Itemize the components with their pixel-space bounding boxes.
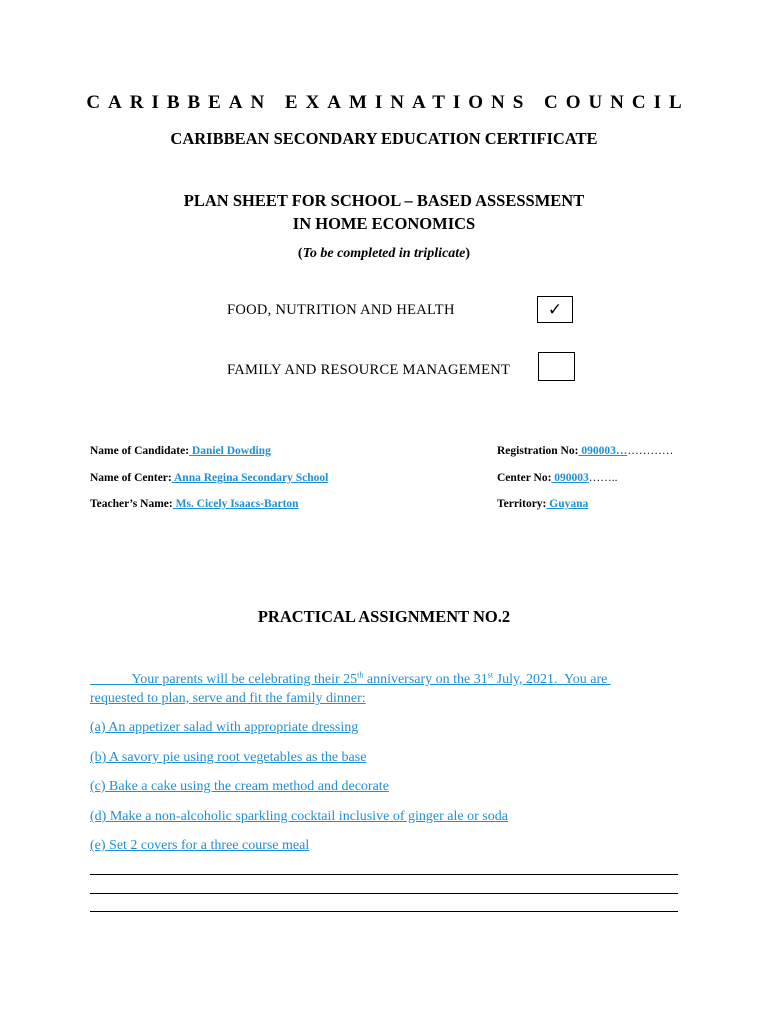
blank-answer-line[interactable] xyxy=(90,874,678,875)
option-food-nutrition-checkbox[interactable] xyxy=(537,296,573,323)
center-no-value[interactable]: 090003 xyxy=(551,472,589,484)
territory-field: Territory: Guyana xyxy=(497,498,589,510)
assignment-item: (c) Bake a cake using the cream method and decorate xyxy=(90,779,389,794)
completion-instruction: (To be completed in triplicate) xyxy=(297,246,471,261)
center-no-field: Center No: 090003…….. xyxy=(497,472,618,484)
assignment-item: (b) A savory pie using root vegetables as the base xyxy=(90,750,367,765)
center-name-value[interactable]: Anna Regina Secondary School xyxy=(171,472,329,484)
teacher-name-field: Teacher’s Name: Ms. Cicely Isaacs-Barton xyxy=(90,498,299,510)
assignment-title: PRACTICAL ASSIGNMENT NO.2 xyxy=(257,607,511,626)
center-name-field: Name of Center: Anna Regina Secondary School xyxy=(90,472,329,484)
certificate-title: CARIBBEAN SECONDARY EDUCATION CERTIFICATE xyxy=(170,129,598,148)
option-family-resource-checkbox[interactable] xyxy=(538,352,575,381)
assignment-item: (a) An appetizer salad with appropriate dressing xyxy=(90,720,359,735)
blank-answer-line[interactable] xyxy=(90,911,678,912)
option-food-nutrition-label: FOOD, NUTRITION AND HEALTH xyxy=(227,302,455,318)
assignment-item: (e) Set 2 covers for a three course meal xyxy=(90,838,310,853)
assignment-item: (d) Make a non-alcoholic sparkling cocktail inclusive of ginger ale or soda xyxy=(90,809,508,824)
registration-no-value[interactable]: 090003… xyxy=(578,445,628,457)
candidate-name-value[interactable]: Daniel Dowding xyxy=(189,445,271,457)
registration-no-field: Registration No: 090003…………… xyxy=(497,445,674,457)
assignment-intro-line2: requested to plan, serve and fit the family dinner: xyxy=(90,691,366,706)
council-title: CARIBBEAN EXAMINATIONS COUNCIL xyxy=(86,92,690,113)
territory-value[interactable]: Guyana xyxy=(546,498,589,510)
plan-sheet-title: PLAN SHEET FOR SCHOOL – BASED ASSESSMENT xyxy=(183,191,585,210)
checkmark-icon: ✓ xyxy=(547,299,563,320)
blank-answer-line[interactable] xyxy=(90,893,678,894)
assignment-intro-line1: Your parents will be celebrating their 25th anniversary on the 31st July, 2021. You are xyxy=(90,670,611,687)
plan-sheet-subject: IN HOME ECONOMICS xyxy=(292,214,476,233)
option-family-resource-label: FAMILY AND RESOURCE MANAGEMENT xyxy=(227,362,511,378)
candidate-name-field: Name of Candidate: Daniel Dowding xyxy=(90,445,271,457)
teacher-name-value[interactable]: Ms. Cicely Isaacs-Barton xyxy=(172,498,299,510)
